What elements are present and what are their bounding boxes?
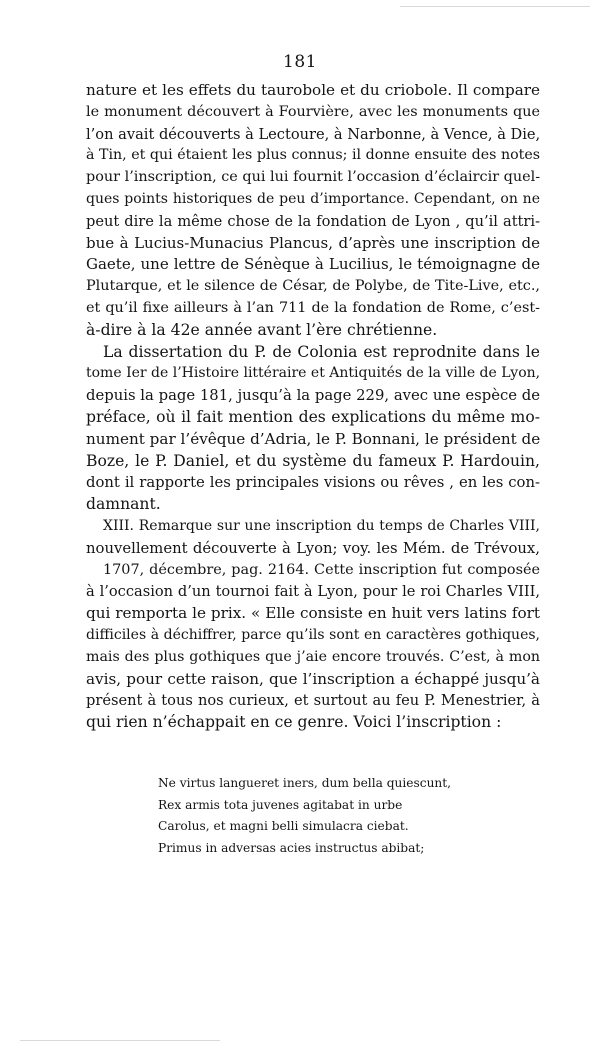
- text-line: Gaete, une lettre de Sénèque à Lucilius, le témoignagne de: [86, 255, 540, 274]
- text-line: l’on avait découverts à Lectoure, à Narbonne, à Vence, à Die,: [86, 125, 541, 143]
- paragraph-colonia: [86, 342, 540, 516]
- scan-artifact-bottom: [20, 1040, 220, 1041]
- text-line: nument par l’évêque d’Adria, le P. Bonnani, le président de: [86, 429, 541, 448]
- text-line: qui rien n’échappait en ce genre. Voici l’inscription :: [86, 713, 502, 732]
- verse-line: Primus in adversas acies instructus abibat;: [158, 840, 425, 855]
- text-line: XIII. Remarque sur une inscription du temps de Charles VIII,: [103, 517, 540, 534]
- text-line: 1707, décembre, pag. 2164. Cette inscription fut composée: [103, 561, 540, 578]
- text-line: difficiles à déchiffrer, parce qu’ils sont en caractères gothiques,: [86, 626, 540, 643]
- text-line: présent à tous nos curieux, et surtout au feu P. Menestrier, à: [86, 692, 540, 710]
- text-line: à Tin, et qui étaient les plus connus; il donne ensuite des notes: [86, 147, 540, 164]
- text-line: et qu’il fixe ailleurs à l’an 711 de la fondation de Rome, c’est-: [86, 299, 540, 316]
- text-line: nouvellement découverte à Lyon; voy. les Mém. de Trévoux,: [86, 539, 540, 557]
- paragraph-taurobole: [86, 80, 540, 342]
- text-line: préface, où il fait mention des explications du même mo-: [86, 407, 540, 426]
- text-line: peut dire la même chose de la fondation de Lyon , qu’il attri-: [86, 212, 540, 230]
- latin-inscription-verse: [158, 773, 451, 859]
- text-line: à l’occasion d’un tournoi fait à Lyon, pour le roi Charles VIII,: [86, 583, 540, 601]
- text-line: depuis la page 181, jusqu’à la page 229, avec une espèce de: [86, 387, 540, 405]
- text-line: qui remporta le prix. « Elle consiste en huit vers latins fort: [86, 604, 540, 623]
- text-line: avis, pour cette raison, que l’inscription a échappé jusqu’à: [86, 669, 540, 688]
- text-line: pour l’inscription, ce qui lui fournit l’occasion d’éclaircir quel-: [86, 169, 541, 186]
- body-text: [86, 80, 540, 734]
- text-line: tome Ier de l’Histoire littéraire et Antiquités de la ville de Lyon,: [86, 365, 541, 382]
- text-line: bue à Lucius-Munacius Plancus, d’après une inscription de: [86, 233, 540, 252]
- verse-line: Ne virtus langueret iners, dum bella quiescunt,: [158, 776, 452, 790]
- verse-line: Rex armis tota juvenes agitabat in urbe: [158, 797, 403, 812]
- scan-artifact-top: [400, 6, 590, 7]
- text-line: Boze, le P. Daniel, et du système du fameux P. Hardouin,: [86, 451, 540, 470]
- text-line: Plutarque, et le silence de César, de Polybe, de Tite-Live, etc.,: [86, 278, 540, 295]
- text-line: damnant.: [86, 495, 161, 514]
- text-line: mais des plus gothiques que j’aie encore trouvés. C’est, à mon: [86, 648, 540, 665]
- text-line: le monument découvert à Fourvière, avec les monuments que: [86, 103, 540, 120]
- paragraph-xiii: [86, 516, 540, 734]
- text-line: ques points historiques de peu d’importance. Cependant, on ne: [86, 190, 540, 207]
- text-line: La dissertation du P. de Colonia est reprodnite dans le: [103, 342, 540, 361]
- text-line: à-dire à la 42e année avant l’ère chrétienne.: [86, 320, 438, 339]
- page-number: 181: [283, 52, 317, 72]
- text-line: dont il rapporte les principales visions ou rêves , en les con-: [86, 474, 540, 492]
- text-line: nature et les effets du taurobole et du criobole. Il compare: [86, 81, 540, 99]
- verse-line: Carolus, et magni belli simulacra ciebat.: [158, 819, 409, 833]
